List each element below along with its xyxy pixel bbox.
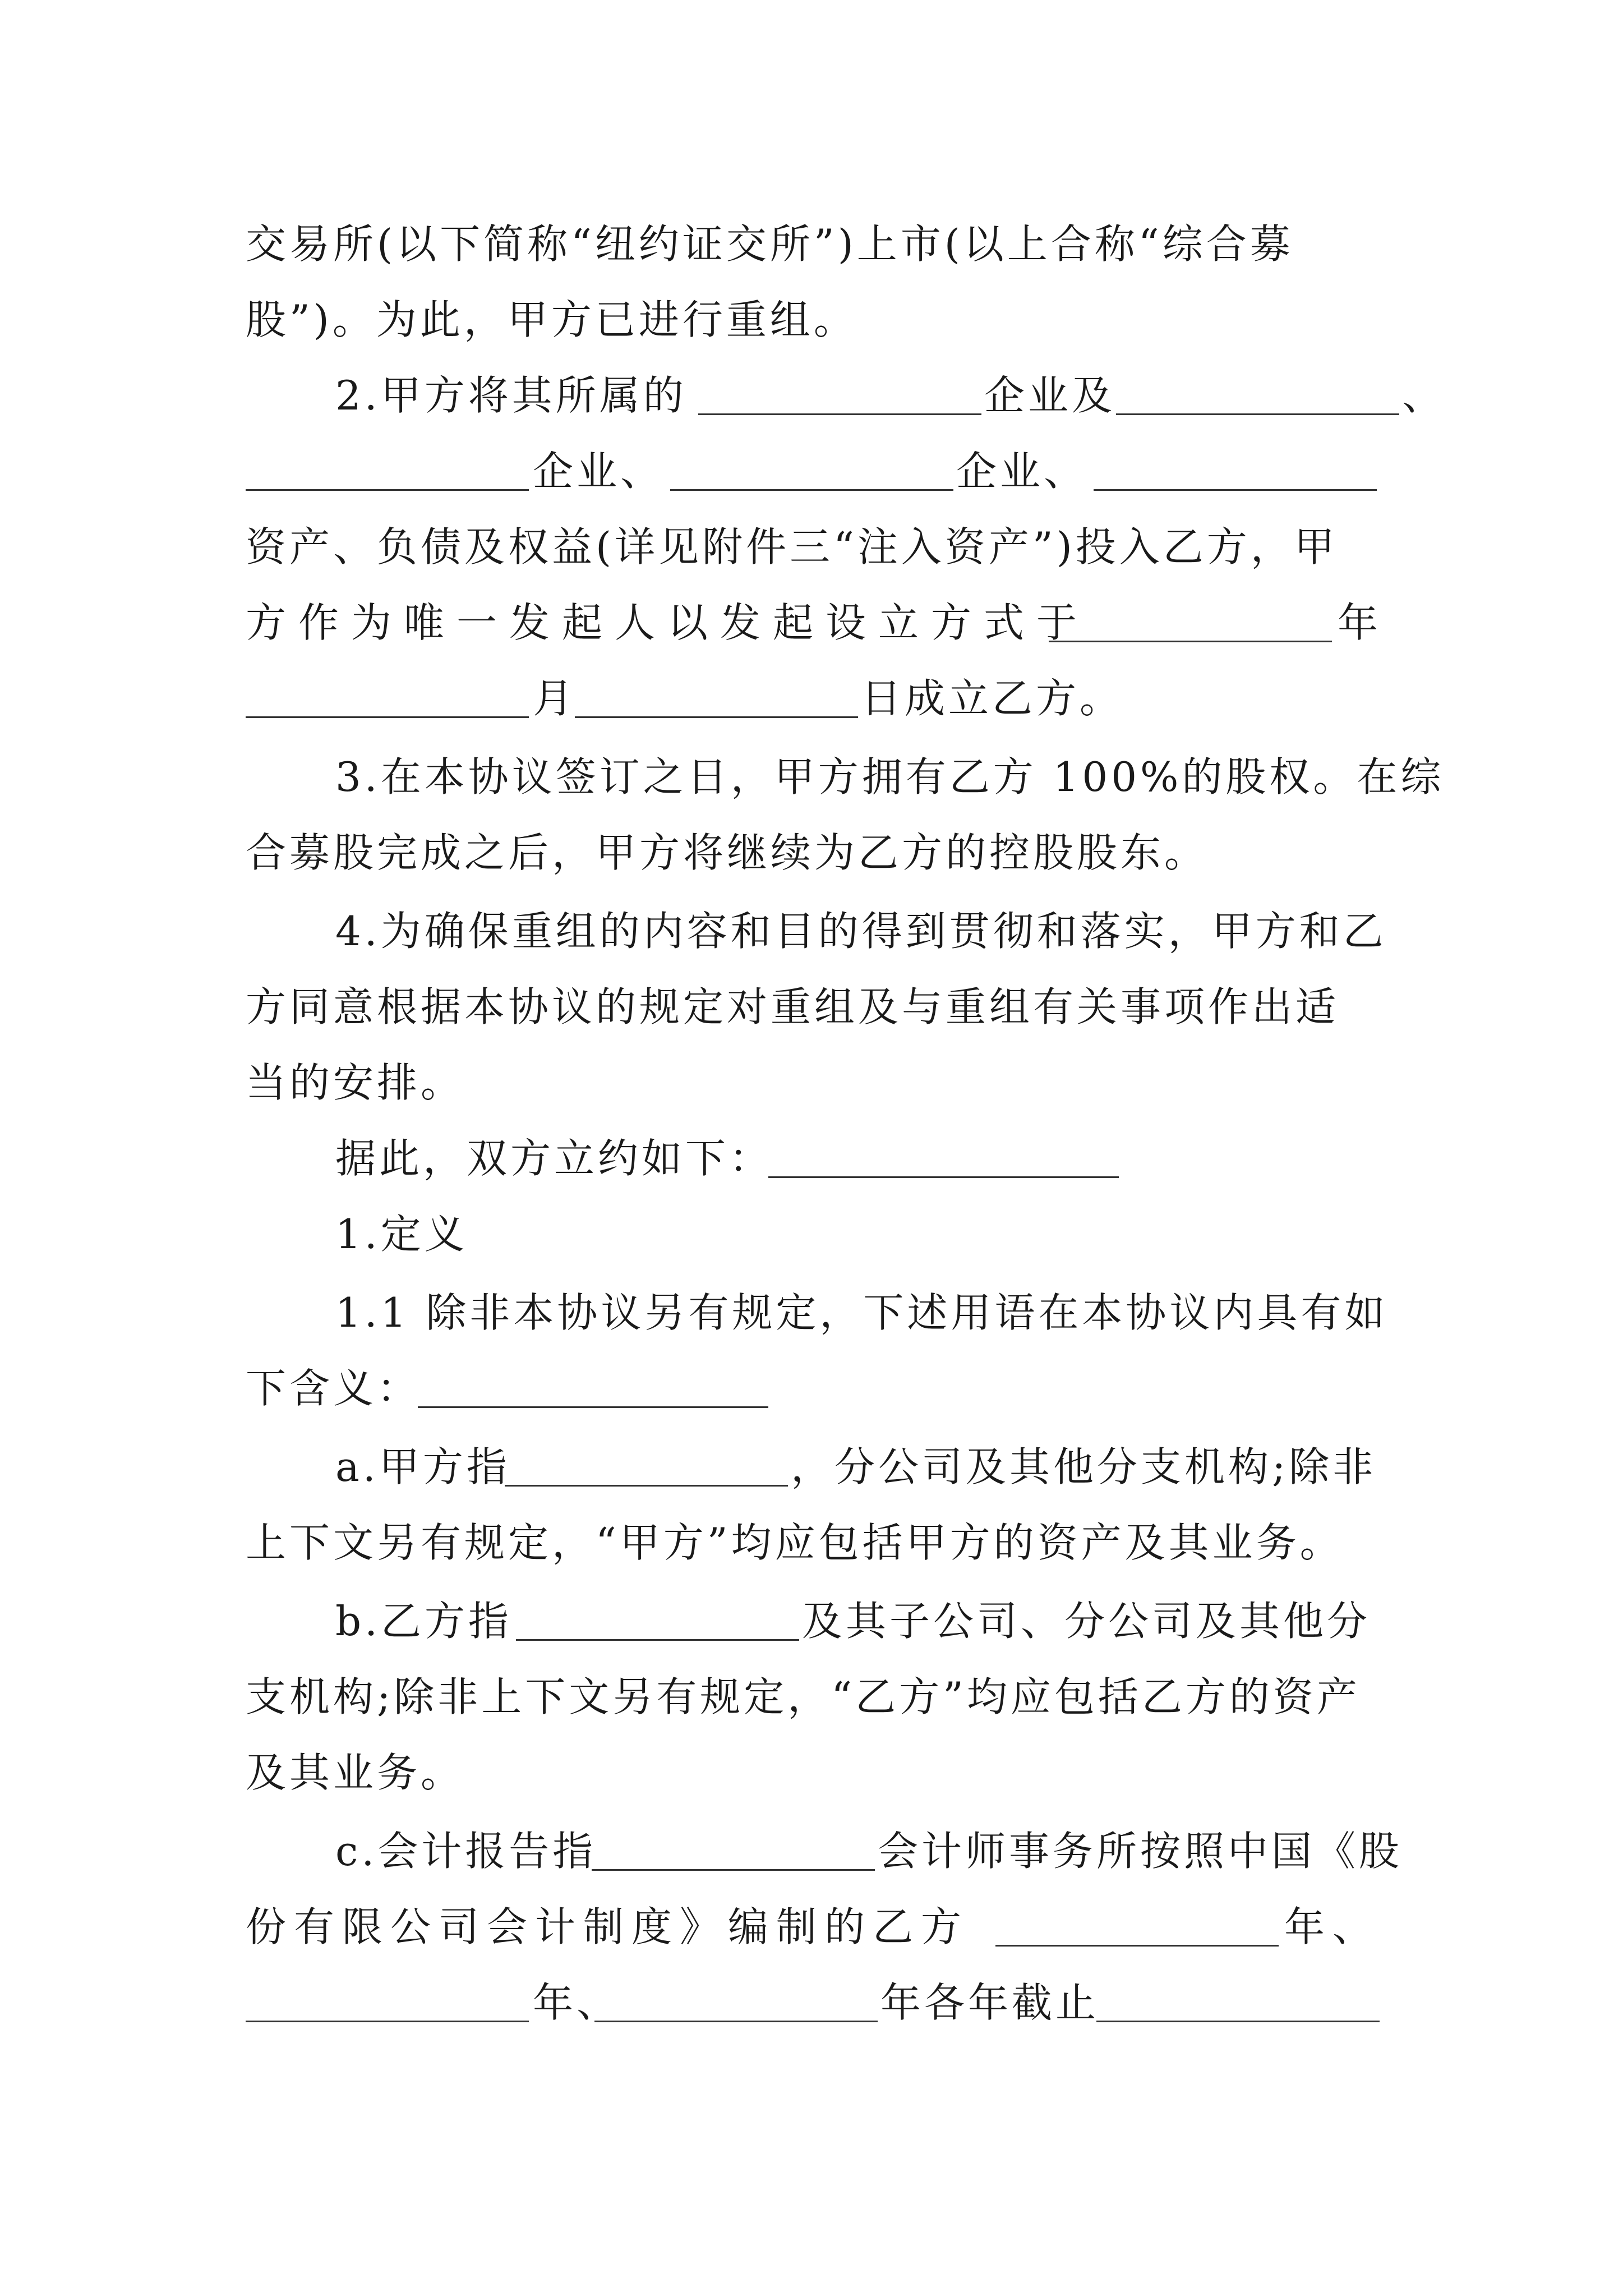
text-segment: 月 [533,675,577,722]
text-line [0,1119,1623,1198]
fill-in-blank[interactable] [1116,413,1399,415]
fill-in-blank[interactable] [418,1406,768,1408]
fill-in-blank[interactable] [1049,641,1332,642]
text-segment: 企业、 [533,448,665,495]
text-line [0,1503,1623,1582]
text-segment: 下含义： [246,1365,421,1412]
fill-in-blank[interactable] [505,1485,788,1487]
text-segment: 企业、 [956,448,1088,495]
text-line [0,738,1623,816]
text-segment: 份有限公司会计制度》编制的乙方 [246,1903,970,1950]
text-segment: 4.为确保重组的内容和目的得到贯彻和落实，甲方和乙 [335,908,1387,955]
text-segment: 年、 [1284,1903,1381,1950]
text-segment: 方作为唯一发起人以发起设立方式于 [246,599,1090,646]
fill-in-blank[interactable] [246,489,529,491]
text-line [0,1349,1623,1428]
text-segment: 2.甲方将其所属的 [335,372,687,419]
text-line [0,583,1623,662]
text-line [0,1733,1623,1812]
text-line [0,813,1623,892]
text-segment: 1.1 除非本协议另有规定，下述用语在本协议内具有如 [335,1289,1389,1336]
fill-in-blank[interactable] [670,489,953,491]
text-line [0,432,1623,510]
text-line [0,508,1623,586]
text-segment: 当的安排。 [246,1059,465,1106]
text-line [0,1658,1623,1736]
text-line [0,1582,1623,1660]
text-segment: 交易所(以下简称“纽约证交所”)上市(以上合称“综合募 [246,220,1294,268]
text-segment: a.甲方指 [335,1443,510,1490]
text-line [0,659,1623,738]
text-line [0,205,1623,283]
text-segment: 合募股完成之后，甲方将继续为乙方的控股股东。 [246,829,1209,876]
text-segment: b.乙方指 [335,1598,512,1645]
text-line [0,356,1623,435]
fill-in-blank[interactable] [995,1945,1279,1947]
text-segment: 日成立乙方。 [861,675,1124,722]
text-line [0,892,1623,970]
text-segment: ，分公司及其他分支机构;除非 [791,1443,1377,1490]
text-segment: 年 [1338,599,1391,646]
text-line [0,1428,1623,1506]
text-segment: 年各年截止 [880,1979,1100,2026]
fill-in-blank[interactable] [1096,2021,1380,2022]
text-segment: 支机构;除非上下文另有规定，“乙方”均应包括乙方的资产 [246,1673,1361,1720]
text-segment: 方同意根据本协议的规定对重组及与重组有关事项作出适 [246,983,1340,1030]
fill-in-blank[interactable] [246,2021,529,2022]
text-segment: 股”)。为此，甲方已进行重组。 [246,296,857,343]
text-line [0,1963,1623,2042]
fill-in-blank[interactable] [592,1869,875,1871]
text-segment: 企业及 [984,372,1116,419]
text-line [0,1195,1623,1273]
text-segment: 及其子公司、分公司及其他分 [802,1598,1371,1645]
text-segment: c.会计报告指 [335,1828,597,1875]
fill-in-blank[interactable] [246,716,529,718]
text-segment: 3.在本协议签订之日，甲方拥有乙方 100%的股权。在综 [335,753,1445,800]
fill-in-blank[interactable] [768,1176,1119,1178]
text-segment: 会计师事务所按照中国《股 [878,1828,1403,1875]
fill-in-blank[interactable] [1094,489,1377,491]
text-segment: 资产、负债及权益(详见附件三“注入资产”)投入乙方，甲 [246,523,1338,570]
text-line [0,280,1623,359]
text-line [0,968,1623,1046]
text-line [0,1043,1623,1122]
text-segment: 、 [1402,372,1446,419]
text-segment: 据此，双方立约如下： [335,1135,773,1182]
fill-in-blank[interactable] [516,1639,799,1641]
text-line [0,1812,1623,1890]
text-line [0,1888,1623,1966]
text-segment: 年、 [533,1979,621,2026]
fill-in-blank[interactable] [575,716,858,718]
text-segment: 及其业务。 [246,1749,465,1796]
fill-in-blank[interactable] [698,413,981,415]
fill-in-blank[interactable] [594,2021,878,2022]
text-line [0,1273,1623,1352]
text-segment: 上下文另有规定，“甲方”均应包括甲方的资产及其业务。 [246,1519,1344,1566]
text-segment: 1.定义 [335,1211,468,1258]
